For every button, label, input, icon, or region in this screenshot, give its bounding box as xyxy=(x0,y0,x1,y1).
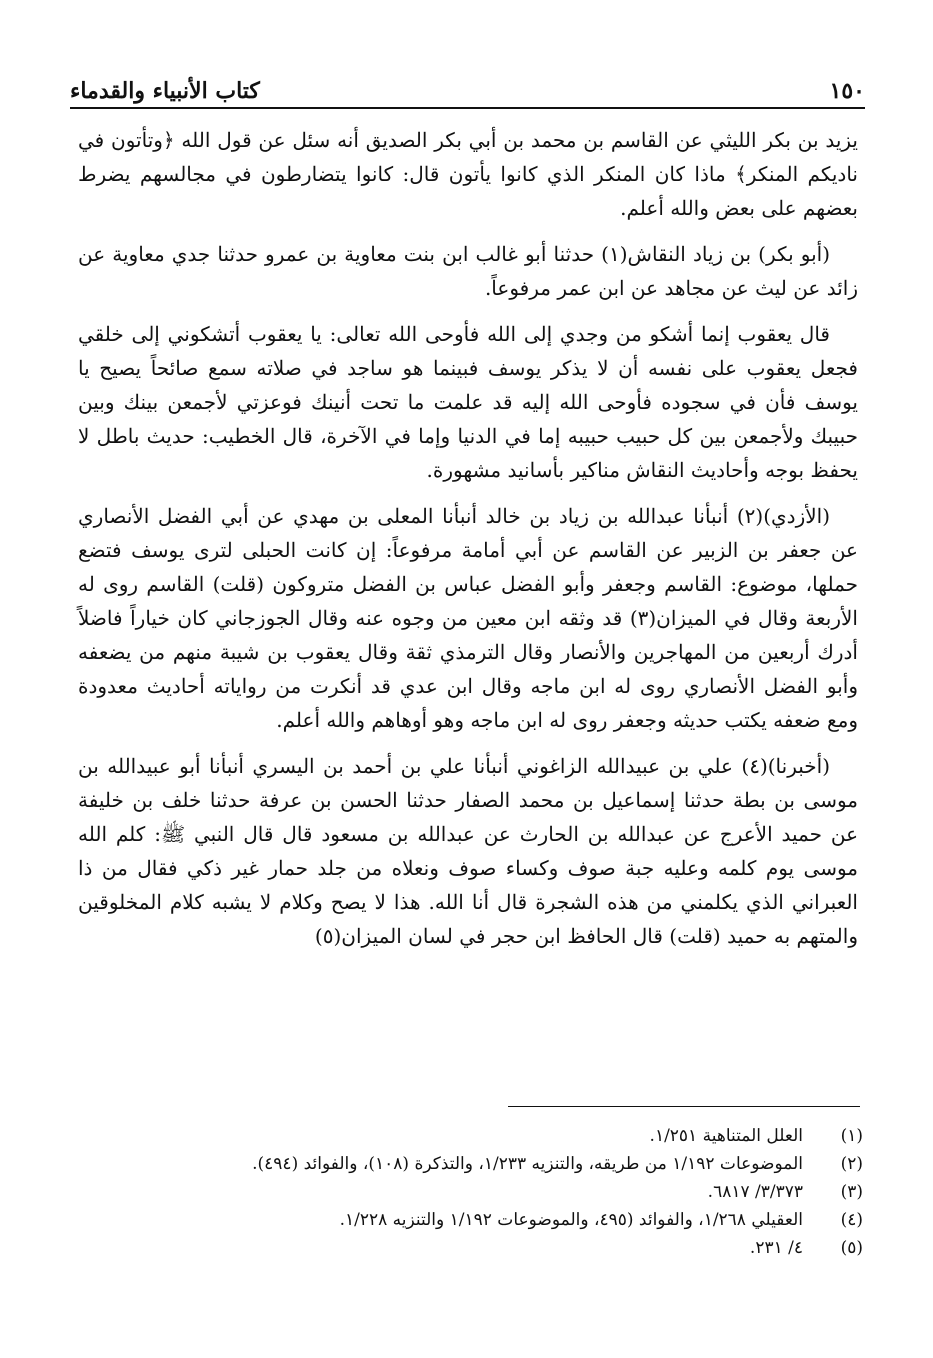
paragraph: يزيد بن بكر الليثي عن القاسم بن محمد بن أبي بكر الصديق أنه سئل عن قول الله ﴿وتأتون في ناديكم المنكر﴾ ماذا كان المنكر الذي كانوا يأتون قال: كانوا يتضارطون في مجالسهم يضرط بعضهم على بعض والله أعلم. xyxy=(78,128,858,220)
page-header xyxy=(70,68,865,104)
footnote-text: ٣/٣٧٣/ ٦٨١٧. xyxy=(707,1182,803,1202)
page-number: ١٥٠ xyxy=(829,78,865,104)
footnote xyxy=(78,1150,863,1178)
footnote-text: العلل المتناهية ١/٢٥١. xyxy=(649,1126,803,1146)
footnote-number: (٣) xyxy=(840,1182,863,1202)
footnote-divider xyxy=(508,1106,860,1107)
paragraph: (أخبرنا)(٤) علي بن عبيدالله الزاغوني أنبأنا علي بن أحمد بن اليسري أنبأنا أبو عبيدالله بن موسى بن بطة حدثنا إسماعيل بن محمد الصفار حدثنا الحسن بن عرفة حدثنا خلف بن خليفة عن حميد الأعرج عن عبدالله بن الحارث عن عبدالله بن مسعود قال قال النبي ﷺ: كلم الله موسى يوم كلمه وعليه جبة صوف وكساء صوف ونعلاه من جلد حمار غير ذكي فقال من ذا العبراني الذي يكلمني من هذه الشجرة قال أنا الله. هذا لا يصح وكلام لا يشبه كلام المخلوقين والمتهم به حميد (قلت) قال الحافظ ابن حجر في لسان الميزان(٥) xyxy=(78,754,858,948)
footnote xyxy=(78,1122,863,1150)
footnote-text: العقيلي ١/٢٦٨، والفوائد (٤٩٥، والموضوعات ١/١٩٢ والتنزيه ١/٢٢٨. xyxy=(339,1210,803,1230)
footnotes xyxy=(78,1122,863,1262)
book-title: كتاب الأنبياء والقدماء xyxy=(70,78,260,104)
footnote-number: (٢) xyxy=(840,1154,863,1174)
footnote xyxy=(78,1206,863,1234)
main-text xyxy=(78,123,858,965)
paragraph: (الأزدي)(٢) أنبأنا عبدالله بن زياد بن خالد أنبأنا المعلى بن مهدي عن أبي الفضل الأنصاري عن جعفر بن الزبير عن القاسم عن أبي أمامة مرفوعاً: إن كانت الحبلى لترى يوسف فتضع حملها، موضوع: القاسم وجعفر وأبو الفضل عباس بن الفضل متروكون (قلت) القاسم روى له الأربعة وقال في الميزان(٣) قد وثقه ابن معين من وجوه عنه وقال الجوزجاني كان خياراً فاضلاً أدرك أربعين من المهاجرين والأنصار وقال الترمذي ثقة وقال يعقوب بن شيبة منهم من يضعفه وأبو الفضل الأنصاري روى له ابن ماجه وقال ابن عدي قد أنكرت من رواياته أحاديث معدودة ومع ضعفه يكتب حديثه وجعفر روى له ابن ماجه وهو أوهاهم والله أعلم. xyxy=(78,504,858,732)
header-divider xyxy=(70,107,865,109)
footnote-number: (١) xyxy=(840,1126,863,1146)
paragraph: (أبو بكر) بن زياد النقاش(١) حدثنا أبو غالب ابن بنت معاوية بن عمرو حدثنا جدي معاوية عن زائد عن ليث عن مجاهد عن ابن عمر مرفوعاً. xyxy=(78,242,858,300)
footnote xyxy=(78,1178,863,1206)
footnote-number: (٥) xyxy=(840,1238,863,1258)
footnote-text: الموضوعات ١/١٩٢ من طريقه، والتنزيه ١/٢٣٣، والتذكرة (١٠٨)، والفوائد (٤٩٤). xyxy=(252,1154,803,1174)
footnote-text: ٤/ ٢٣١. xyxy=(749,1238,803,1258)
paragraph: قال يعقوب إنما أشكو من وجدي إلى الله فأوحى الله تعالى: يا يعقوب أتشكوني إلى خلقي فجعل يعقوب على نفسه أن لا يذكر يوسف فبينما هو ساجد في صلاته سمع صائحاً يصيح يا يوسف فأن في سجوده فأوحى الله إليه قد علمت ما تحت أنينك فوعزتي لأجمعن بينك وبين حبيبك ولأجمعن بين كل حبيب حبيبه إما في الدنيا وإما في الآخرة، قال الخطيب: حديث باطل لا يحفظ بوجه وأحاديث النقاش مناكير بأسانيد مشهورة. xyxy=(78,322,858,482)
footnote-number: (٤) xyxy=(840,1210,863,1230)
footnote xyxy=(78,1234,863,1262)
